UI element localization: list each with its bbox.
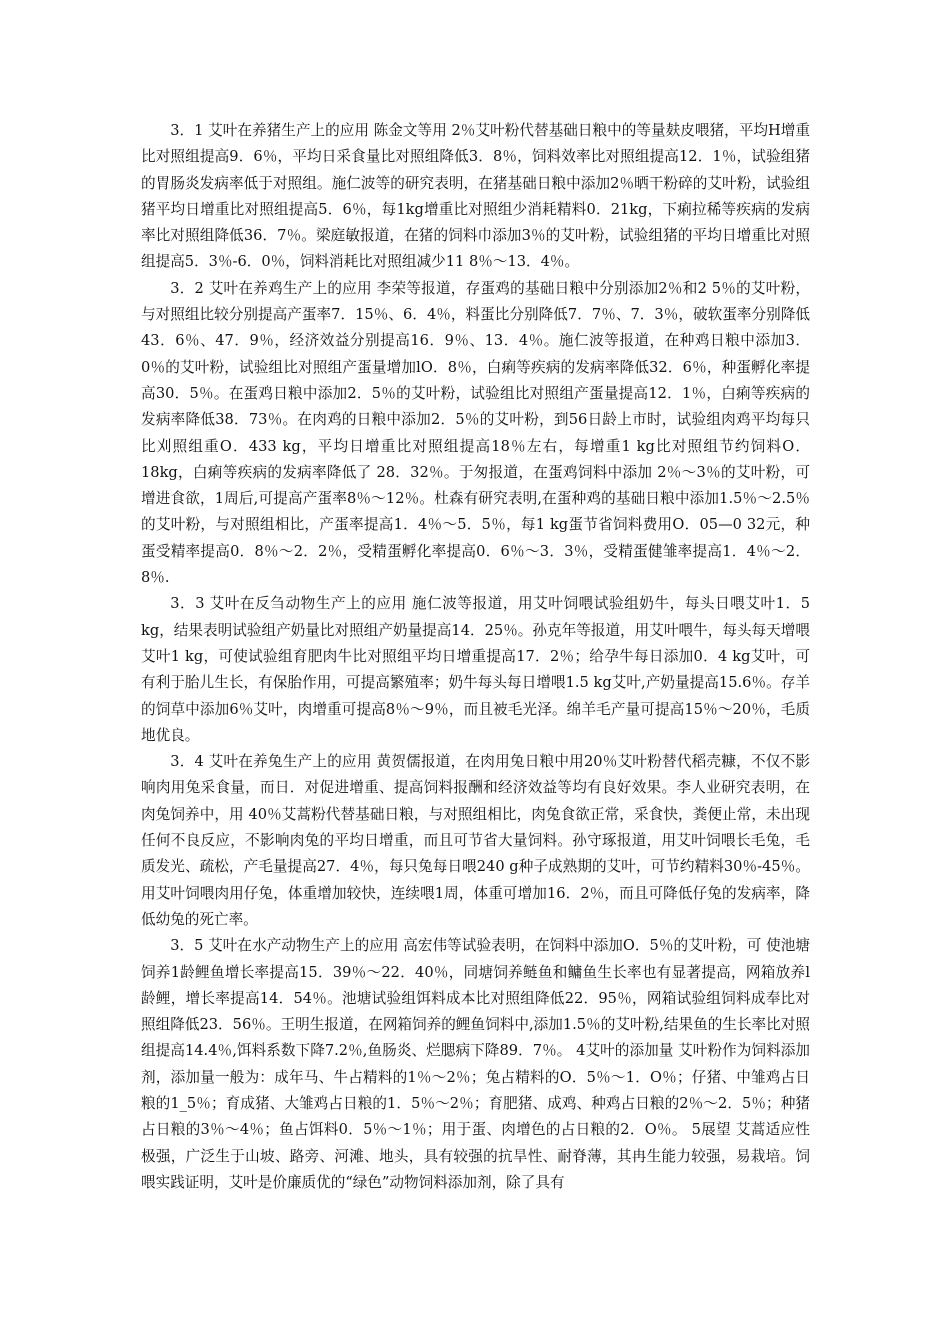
paragraph-aquatic-production: 3．5 艾叶在水产动物生产上的应用 高宏伟等试验表明，在饲料中添加O．5％的艾叶粉，可 使池塘饲养1龄鲤鱼增长率提高15．39％～22．40％，同塘饲养鲢鱼和鳙鱼生长率也有显著提高，网箱放养l龄鲤，增长率提高14．54％。池塘试验组饵料成本比对照组降低22．95％，网箱试验组饲料成奉比对照组降低23．56％。王明生报道，在网箱饲养的鲤鱼饲料中,添加1.5％的艾叶粉,结果鱼的生长率比对照组提高14.4％,饵料系数下降7.2％,鱼肠炎、烂腮病下降89．7％。 4艾叶的添加量 艾叶粉作为饲料添加剂，添加量一般为：成年马、牛占精料的1％～2％；兔占精料的O．5％～1．O％；仔猪、中雏鸡占日粮的1_5％；育成猪、大雏鸡占日粮的1．5％～2％；育肥猪、成鸡、种鸡占日粮的2％～2．5％；种猪占日粮的3％～4％；鱼占饵料0．5％～1％；用于蛋、肉增色的占日粮的2．O％。 5展望 艾蒿适应性极强，广泛生于山坡、路旁、河滩、地头，具有较强的抗旱性、耐脊薄，其冉生能力较强，易栽培。饲喂实践证明，艾叶是价廉质优的“绿色”动物饲料添加剂，除了具有 [141, 937, 810, 1191]
paragraph-pig-production: 3．1 艾叶在养猪生产上的应用 陈金文等用 2％艾叶粉代替基础日粮中的等量麸皮喂猪，平均H增重比对照组提高9．6％，平均日采食量比对照组降低3．8％，饲料效率比对照组提高12．1％，试验组猪的胃肠炎发病率低于对照组。施仁波等的研究表明，在猪基础日粮中添加2％晒干粉碎的艾叶粉，试验组猪平均日增重比对照组提高5．6％，每1kg增重比对照组少消耗精料0．21kg，下痢拉稀等疾病的发病率比对照组降低36．7％。梁庭敏报道，在猪的饲料巾添加3％的艾叶粉，试验组猪的平均日增重比对照组提高5．3％-6．0％，饲料消耗比对照组减少11 8％～13．4％。 [141, 122, 810, 271]
paragraph-ruminant-production: 3．3 艾叶在反刍动物生产上的应用 施仁波等报道，用艾叶饲喂试验组奶牛，每头日喂艾叶1．5 kg，结果表明试验组产奶量比对照组产奶量提高14．25％。孙克年等报道，用艾叶喂牛，每头每天增喂艾叶1 kg，可使试验组育肥肉牛比对照组平均日增重提高17．2％；给孕牛每日添加0．4 kg艾叶，可有利于胎儿生长，有保胎作用，可提高繁殖率；奶牛每头每日增喂1.5 kg艾叶,产奶量提高15.6％。存羊的饲草中添加6％艾叶，肉增重可提高8％～9％，而且被毛光泽。绵羊毛产量可提高15％～20％，毛质地优良。 [141, 595, 810, 744]
document-body [141, 118, 810, 1196]
paragraph-rabbit-production: 3．4 艾叶在养兔生产上的应用 黄贺儒报道，在肉用兔日粮中用20％艾叶粉替代稻壳糠，不仅不影响肉用兔采食量，而日．对促进增重、提高饲料报酬和经济效益等均有良好效果。李人业研究表明，在肉兔饲养中，用 40％艾蒿粉代替基础日粮，与对照组相比，肉兔食欲正常，采食快，粪便止常，未出现任何不良反应，不影响肉兔的平均日增重，而且可节省大量饲料。孙守琢报道，用艾叶饲喂长毛兔，毛质发光、疏松，产毛量提高27．4％，每只兔每日喂240 g种子成熟期的艾叶，可节约精料30％-45％。用艾叶饲喂肉用仔兔，体重增加较快，连续喂1周，体重可增加16．2％，而且可降低仔兔的发病率，降低幼兔的死亡率。 [141, 753, 810, 928]
paragraph-chicken-production: 3．2 艾叶在养鸡生产上的应用 李荣等报道，存蛋鸡的基础日粮中分别添加2％和2 5％的艾叶粉，与对照组比较分别提高产蛋率7．15％、6．4％，料蛋比分别降低7．7％、7．3％，破软蛋率分别降低43．6％、47．9％，经济效益分别提高16．9％、13．4％。施仁波等报道，在种鸡日粮中添加3．0％的艾叶粉，试验组比对照组产蛋量增加lO．8％，白痢等疾病的发病率降低32．6％，种蛋孵化率提高30．5％。在蛋鸡日粮中添加2．5％的艾叶粉，试验组比对照组产蛋量提高12．1％，白痢等疾病的发病率降低38．73％。在肉鸡的日粮中添加2．5％的艾叶粉，到56日龄上市时，试验组肉鸡平均每只比刈照组重O．433 kg，平均日增重比对照组提高18％左右，每增重1 kg比对照组节约饲料O．18kg，白痢等疾病的发病率降低了 28．32％。于匆报道，在蛋鸡饲料中添加 2％～3％的艾叶粉，可增进食欲，1周后,可提高产蛋率8％～12％。杜森有研究表明,在蛋种鸡的基础日粮中添加1.5％～2.5％的艾叶粉，与对照组相比，产蛋率提高1．4％～5．5％，每1 kg蛋节省饲料费用O．05—0 32元，种蛋受精率提高0．8％～2．2％，受精蛋孵化率提高0．6％～3．3％，受精蛋健雏率提高1．4％～2．8％. [141, 279, 810, 587]
